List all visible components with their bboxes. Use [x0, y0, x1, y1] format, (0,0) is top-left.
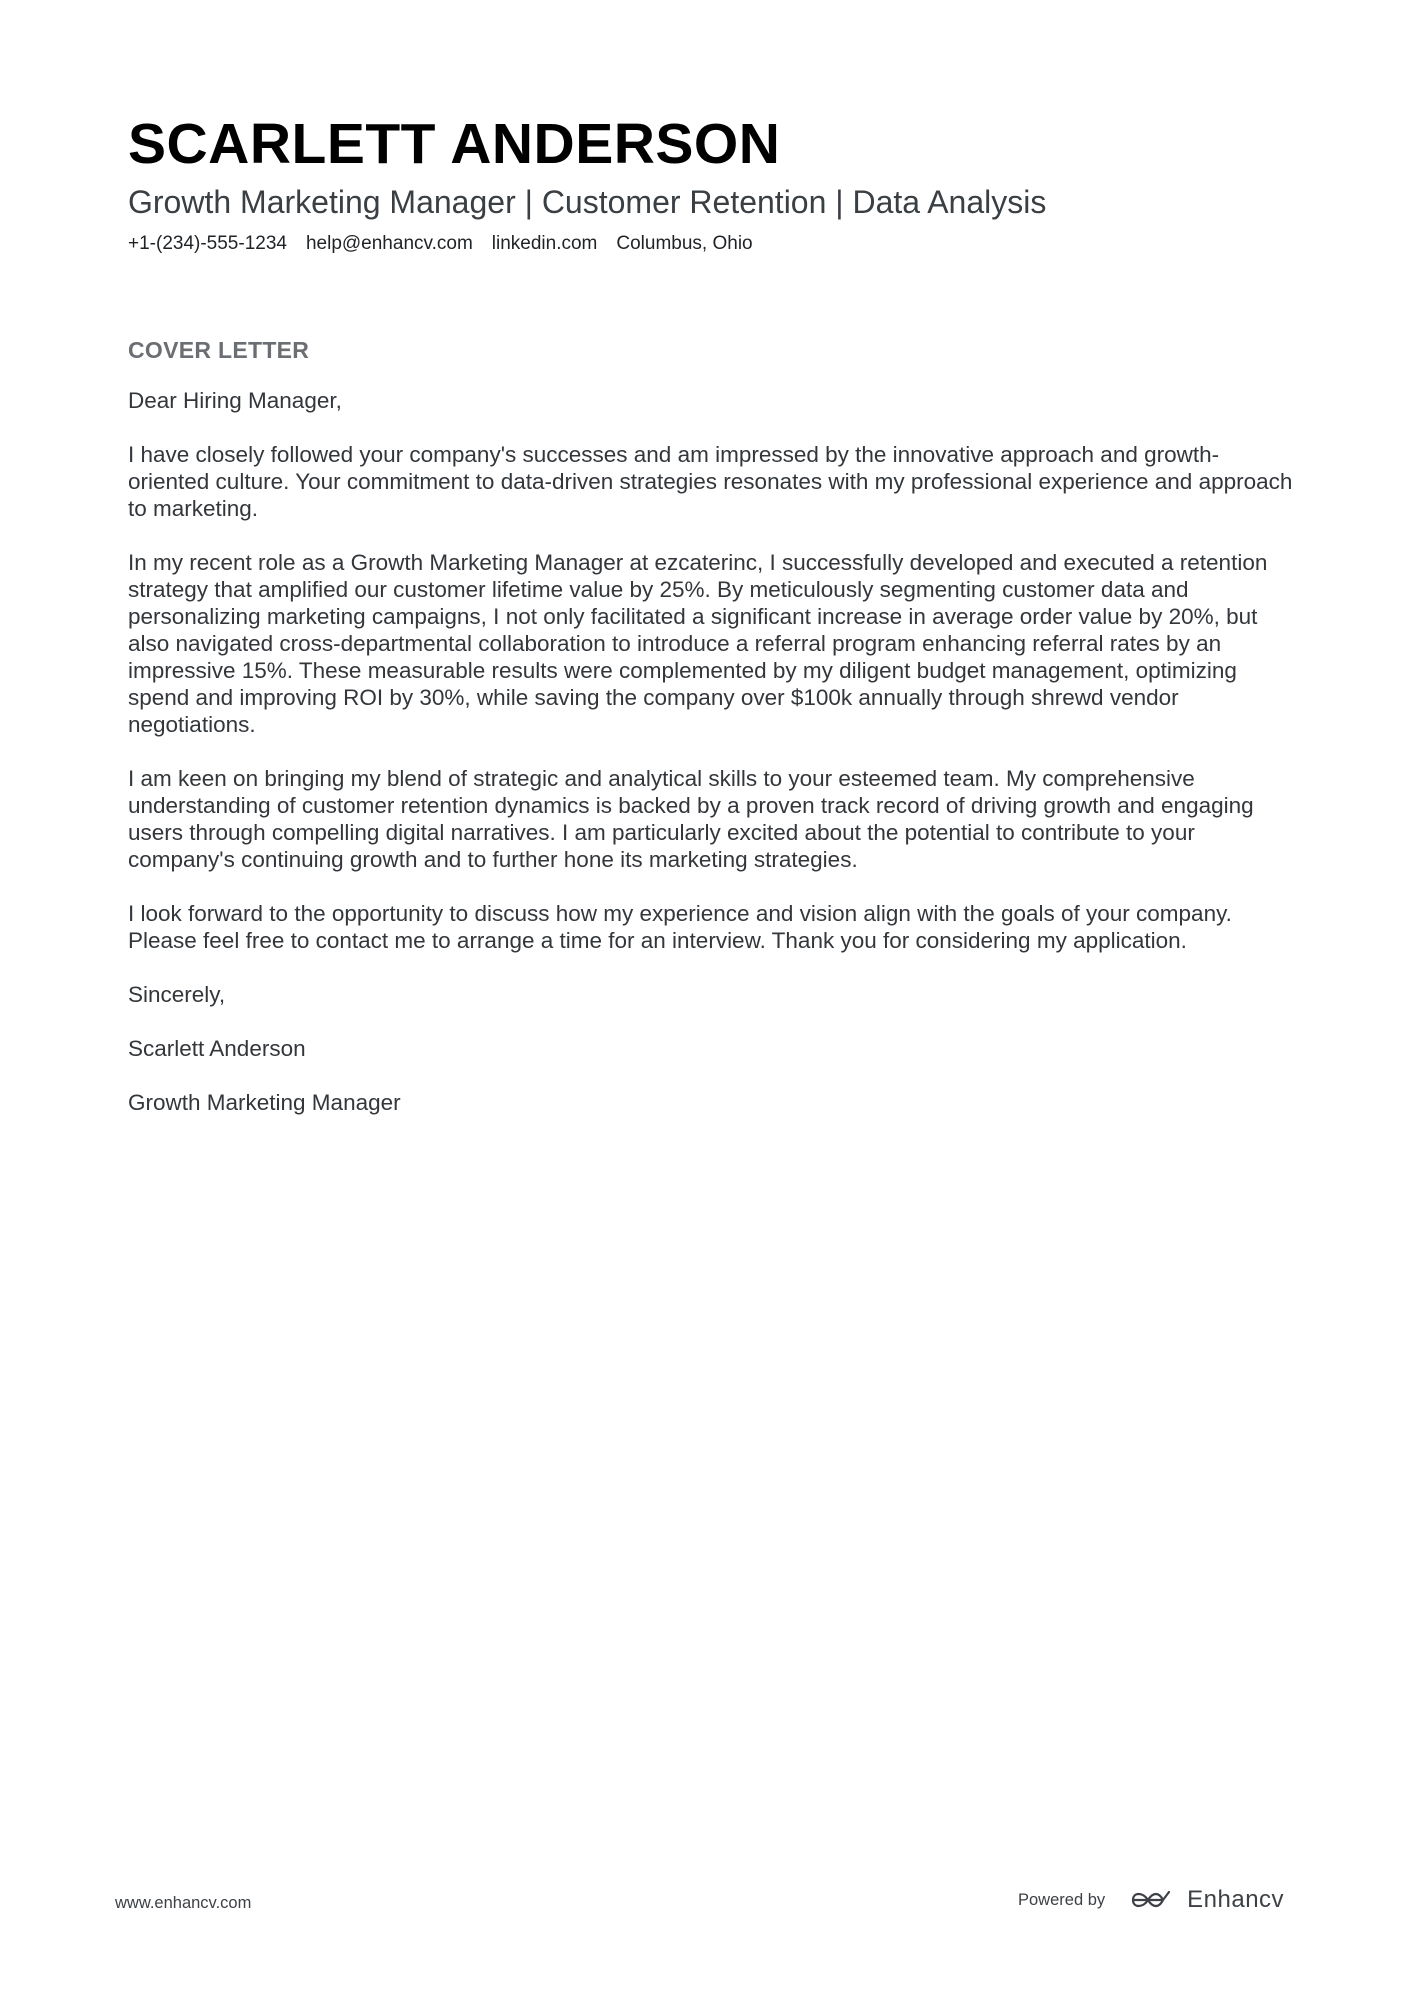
cover-letter-page	[128, 110, 1294, 1143]
footer-website: www.enhancv.com	[115, 1894, 252, 1912]
contact-info	[128, 232, 1294, 256]
contact-email: help@enhancv.com	[305, 233, 473, 254]
contact-location: Columbus, Ohio	[616, 233, 753, 254]
brand-name: Enhancv	[1187, 1886, 1285, 1913]
candidate-name: SCARLETT ANDERSON	[128, 112, 781, 176]
letter-paragraph: I am keen on bringing my blend of strategic and analytical skills to your esteemed team. My comprehensive understanding of customer retention dynamics is backed by a proven track record of driving growth and engaging users through compelling digital narratives. I am particularly excited about the potential to contribute to your company's continuing growth and to further hone its marketing strategies.	[128, 766, 1254, 872]
enhancv-logo-icon	[1129, 1888, 1177, 1912]
letter-paragraph: In my recent role as a Growth Marketing Manager at ezcaterinc, I successfully developed and executed a retention strategy that amplified our customer lifetime value by 25%. By meticulously segmenting customer data and personalizing marketing campaigns, I not only facilitated a significant increase in average order value by 20%, but also navigated cross-departmental collaboration to introduce a referral program enhancing referral rates by an impressive 15%. These measurable results were complemented by my diligent budget management, optimizing spend and improving ROI by 30%, while saving the company over $100k annually through shrewd vendor negotiations.	[128, 550, 1268, 737]
contact-phone: +1-(234)-555-1234	[128, 233, 287, 254]
letter-body	[128, 387, 1294, 1116]
powered-by-label: Powered by	[1018, 1890, 1106, 1909]
signature-name: Scarlett Anderson	[128, 1036, 306, 1061]
letter-paragraph: I look forward to the opportunity to discuss how my experience and vision align with the goals of your company. Please feel free to contact me to arrange a time for an interview. Thank you for considering my application.	[128, 901, 1232, 953]
candidate-headline: Growth Marketing Manager | Customer Retention | Data Analysis	[128, 184, 1047, 220]
footer-branding	[1018, 1880, 1284, 1920]
letter-greeting: Dear Hiring Manager,	[128, 388, 342, 413]
signature-title: Growth Marketing Manager	[128, 1090, 401, 1115]
letter-paragraph: I have closely followed your company's successes and am impressed by the innovative approach and growth-oriented culture. Your commitment to data-driven strategies resonates with my professional experience and approach to marketing.	[128, 442, 1293, 521]
section-title: COVER LETTER	[128, 337, 310, 363]
letter-closing: Sincerely,	[128, 982, 226, 1007]
contact-linkedin: linkedin.com	[491, 233, 598, 254]
